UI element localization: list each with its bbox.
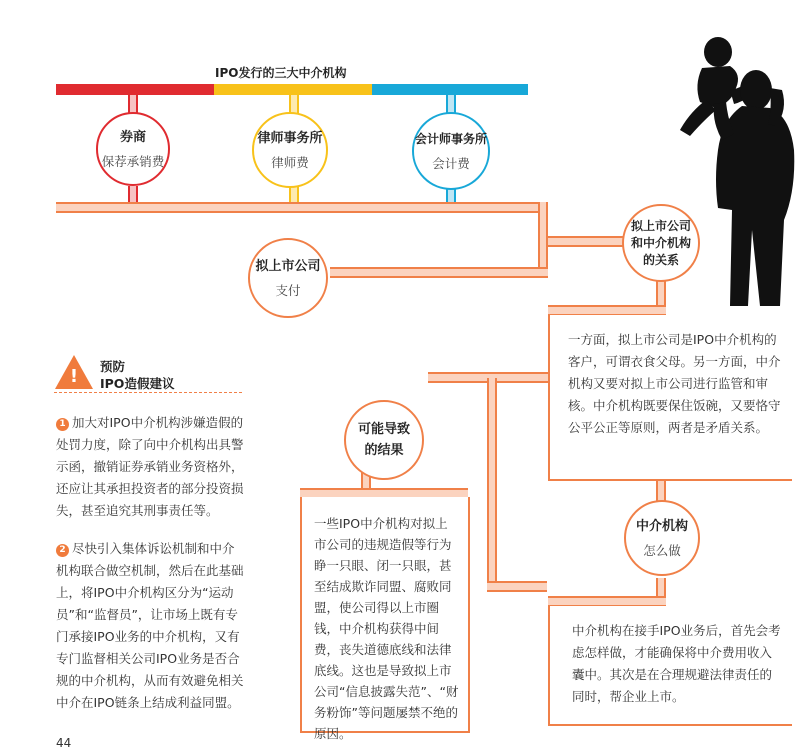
advice-divider — [54, 392, 242, 393]
connector — [487, 581, 547, 592]
red-bar-segment — [56, 84, 214, 95]
connector — [548, 236, 628, 247]
parent-child-silhouette — [672, 30, 800, 310]
advice-heading-line2: IPO造假建议 — [100, 376, 175, 391]
node-fee: 保荐承销费 — [101, 153, 165, 169]
advice-item-1 — [56, 412, 244, 522]
advice-item-text: 加大对IPO中介机构涉嫌造假的处罚力度，除了向中介机构出具警示函，撤销证券承销业务资格外，还应让其承担投资者的部分投资损失，甚至追究其刑事责任等。 — [56, 415, 244, 518]
connector — [487, 378, 497, 588]
agency-node — [624, 500, 700, 576]
node-title: 拟上市公司 — [255, 258, 321, 274]
company-node — [248, 238, 328, 318]
agency-text-box — [548, 606, 792, 726]
advice-number-badge: 2 — [56, 544, 69, 557]
warning-mark: ! — [69, 366, 79, 387]
advice-heading — [100, 358, 174, 392]
node-title: 律师事务所 — [257, 130, 323, 146]
relation-line1: 拟上市公司 — [630, 218, 691, 233]
node-title: 会计师事务所 — [414, 131, 487, 146]
relation-text-box — [548, 315, 792, 481]
law-firm-node — [252, 112, 328, 188]
relation-line2: 和中介机构 — [630, 235, 691, 250]
agency-title: 中介机构 — [635, 518, 688, 534]
advice-number-badge: 1 — [56, 418, 69, 431]
agency-subtitle: 怎么做 — [643, 542, 681, 558]
diagram-title: IPO发行的三大中介机构 — [215, 66, 347, 80]
connector — [656, 478, 666, 502]
accounting-firm-node — [412, 112, 490, 190]
node-fee: 会计费 — [432, 155, 470, 171]
result-line1: 可能导致 — [357, 422, 410, 437]
node-title: 券商 — [119, 129, 146, 145]
result-line2: 的结果 — [364, 443, 404, 458]
relation-line3: 的关系 — [642, 252, 679, 267]
advice-heading-line1: 预防 — [100, 359, 126, 374]
advice-item-2 — [56, 538, 244, 714]
connector — [330, 267, 548, 278]
yellow-bar-segment — [214, 84, 372, 95]
relation-text: 一方面，拟上市公司是IPO中介机构的客户，可谓衣食父母。另一方面，中介机构又要对拟上市公司进行监管和审核。中介机构既要保住饭碗，又要恪守公平公正等原则，两者是矛盾关系。 — [568, 332, 781, 435]
blue-bar-segment — [372, 84, 528, 95]
advice-item-text: 尽快引入集体诉讼机制和中介机构联合做空机制，然后在此基础上，将IPO中介机构区分为“运动员”和“监督员”，让市场上既有专门承接IPO业务的中介机构，又有专门监督相关公司IPO业务是否合规的中介机构，从而有效避免相关中介在IPO链条上结成利益同盟。 — [56, 541, 244, 710]
connector — [56, 202, 548, 213]
page-number: 44 — [56, 736, 72, 750]
result-node — [344, 400, 424, 480]
securities-firm-node — [96, 112, 170, 186]
agency-text: 中介机构在接手IPO业务后，首先会考虑怎样做，才能确保将中介费用收入囊中。其次是在合理规避法律责任的同时，帮企业上市。 — [572, 623, 781, 704]
node-fee: 律师费 — [271, 154, 309, 170]
result-text-box — [300, 497, 470, 741]
result-text: 一些IPO中介机构对拟上市公司的违规造假等行为睁一只眼、闭一只眼，甚至结成欺诈同盟、腐败同盟，使公司得以上市圈钱，中介机构获得中间费，丧失道德底线和法律底线。这也是导致拟上市公司“信息披露失范”、“财务粉饰”等问题屡禁不绝的原因。 — [314, 516, 459, 741]
node-action: 支付 — [275, 282, 301, 298]
